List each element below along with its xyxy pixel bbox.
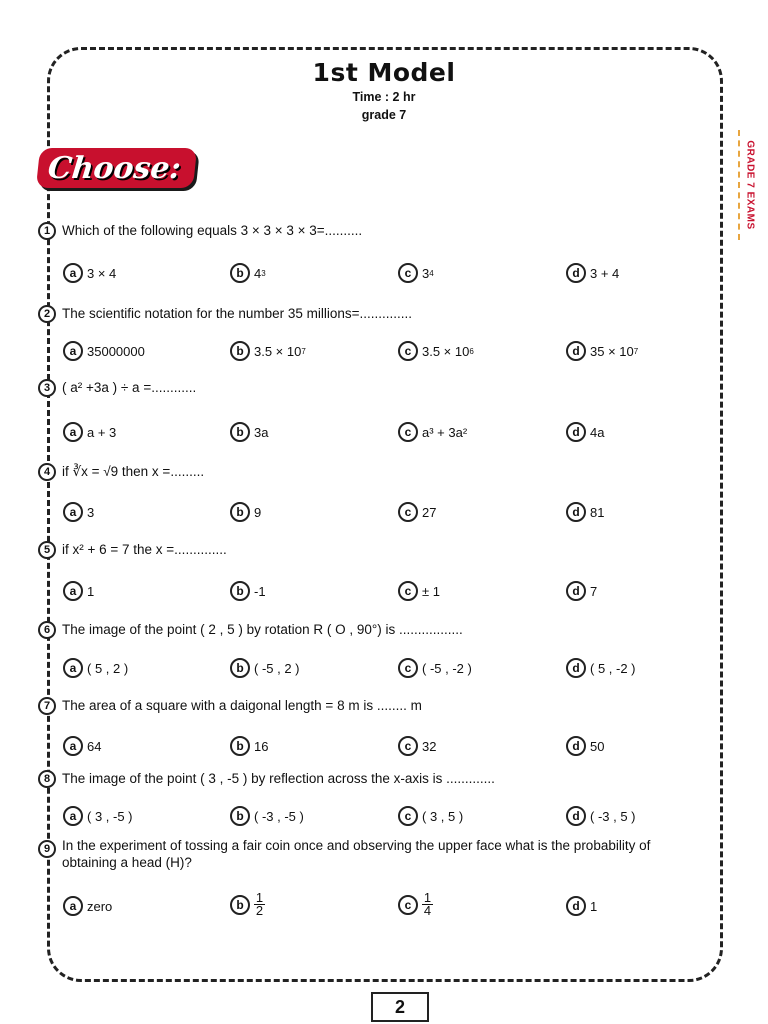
option-1c[interactable] <box>398 263 434 283</box>
option-letter: c <box>398 895 418 915</box>
option-7a[interactable] <box>63 736 101 756</box>
question-1 <box>38 222 362 240</box>
question-6 <box>38 621 463 639</box>
option-letter: b <box>230 341 250 361</box>
option-letter: a <box>63 581 83 601</box>
option-letter: d <box>566 422 586 442</box>
question-text: In the experiment of tossing a fair coin once and observing the upper face what is the probability of obtaining a head (H)? <box>62 838 651 870</box>
option-3c[interactable] <box>398 422 467 442</box>
question-number: 6 <box>38 621 56 639</box>
option-text: 3a <box>254 424 269 440</box>
question-text: ( a² +3a ) ÷ a =............ <box>62 380 197 395</box>
option-9c[interactable] <box>398 892 433 917</box>
option-letter: c <box>398 502 418 522</box>
option-2b[interactable] <box>230 341 306 361</box>
choose-banner <box>36 148 197 188</box>
option-letter: a <box>63 422 83 442</box>
option-exponent: 7 <box>633 346 639 356</box>
option-text: a + 3 <box>87 424 117 440</box>
option-letter: a <box>63 263 83 283</box>
option-letter: d <box>566 658 586 678</box>
option-text: a³ + 3a² <box>422 424 468 440</box>
option-1a[interactable] <box>63 263 116 283</box>
option-text: 7 <box>590 583 598 599</box>
question-number: 3 <box>38 379 56 397</box>
question-2 <box>38 305 412 323</box>
question-number: 8 <box>38 770 56 788</box>
option-letter: b <box>230 422 250 442</box>
option-4a[interactable] <box>63 502 94 522</box>
option-letter: a <box>63 736 83 756</box>
option-2a[interactable] <box>63 341 145 361</box>
fraction-denominator: 4 <box>423 903 432 918</box>
option-text: 27 <box>422 504 437 520</box>
fraction-numerator: 1 <box>423 890 432 905</box>
option-exponent: 7 <box>301 346 306 356</box>
option-text: 16 <box>254 738 269 754</box>
question-number: 7 <box>38 697 56 715</box>
option-fraction <box>254 892 265 917</box>
option-text: zero <box>87 898 113 914</box>
question-number: 2 <box>38 305 56 323</box>
option-8b[interactable] <box>230 806 304 826</box>
option-letter: d <box>566 736 586 756</box>
option-text: 1 <box>87 583 95 599</box>
choose-label: Choose: <box>46 150 183 186</box>
option-7d[interactable] <box>566 736 604 756</box>
option-5a[interactable] <box>63 581 94 601</box>
option-letter: b <box>230 581 250 601</box>
option-text: 4a <box>590 424 605 440</box>
option-text: 4 <box>254 265 262 281</box>
time-label: Time : 2 hr <box>352 90 416 104</box>
option-exponent: 4 <box>429 268 434 278</box>
option-text: ( 3 , -5 ) <box>87 808 133 824</box>
option-text: ( -3 , 5 ) <box>590 808 636 824</box>
option-text: 3 × 4 <box>87 265 117 281</box>
option-text: 3 <box>422 265 430 281</box>
question-7 <box>38 697 422 715</box>
option-3d[interactable] <box>566 422 604 442</box>
option-letter: b <box>230 895 250 915</box>
option-letter: d <box>566 263 586 283</box>
question-text: if ∛x = √9 then x =......... <box>62 464 205 479</box>
option-8c[interactable] <box>398 806 463 826</box>
option-text: ± 1 <box>422 583 440 599</box>
option-5b[interactable] <box>230 581 266 601</box>
option-9b[interactable] <box>230 892 265 917</box>
question-text: The image of the point ( 2 , 5 ) by rotation R ( O , 90°) is ................. <box>62 622 463 637</box>
option-letter: b <box>230 263 250 283</box>
page-title: 1st Model <box>312 58 456 87</box>
option-fraction <box>422 892 433 917</box>
option-6c[interactable] <box>398 658 472 678</box>
option-letter: b <box>230 658 250 678</box>
option-letter: a <box>63 341 83 361</box>
question-number: 9 <box>38 840 56 858</box>
option-5d[interactable] <box>566 581 597 601</box>
option-letter: d <box>566 341 586 361</box>
option-text: ( 3 , 5 ) <box>422 808 464 824</box>
option-text: 81 <box>590 504 605 520</box>
option-4b[interactable] <box>230 502 261 522</box>
option-text: ( -5 , 2 ) <box>254 660 300 676</box>
option-letter: d <box>566 806 586 826</box>
question-text: if x² + 6 = 7 the x =.............. <box>62 542 227 557</box>
option-6a[interactable] <box>63 658 128 678</box>
option-text: 9 <box>254 504 262 520</box>
option-text: ( -3 , -5 ) <box>254 808 304 824</box>
option-9d[interactable] <box>566 896 597 916</box>
option-letter: a <box>63 806 83 826</box>
option-3a[interactable] <box>63 422 116 442</box>
question-5 <box>38 541 227 559</box>
option-letter: a <box>63 658 83 678</box>
option-9a[interactable] <box>63 896 112 916</box>
question-text: The area of a square with a daigonal length = 8 m is ........ m <box>62 698 422 713</box>
option-text: -1 <box>254 583 266 599</box>
question-text: The scientific notation for the number 35 millions=.............. <box>62 306 413 321</box>
option-text: 3.5 × 10 <box>254 343 302 359</box>
option-8d[interactable] <box>566 806 636 826</box>
option-letter: b <box>230 806 250 826</box>
question-9 <box>38 837 698 871</box>
option-text: 35000000 <box>87 343 145 359</box>
option-letter: c <box>398 736 418 756</box>
question-text: Which of the following equals 3 × 3 × 3 × 3=.......... <box>62 223 363 238</box>
question-number: 4 <box>38 463 56 481</box>
option-text: 35 × 10 <box>590 343 634 359</box>
option-6d[interactable] <box>566 658 636 678</box>
option-1b[interactable] <box>230 263 266 283</box>
option-1d[interactable] <box>566 263 619 283</box>
option-letter: a <box>63 896 83 916</box>
option-6b[interactable] <box>230 658 300 678</box>
option-letter: d <box>566 896 586 916</box>
option-text: 50 <box>590 738 605 754</box>
side-tab <box>738 130 760 240</box>
option-2d[interactable] <box>566 341 638 361</box>
side-tab-label: GRADE 7 EXAMS <box>744 140 756 230</box>
option-exponent: 3 <box>261 268 266 278</box>
option-8a[interactable] <box>63 806 133 826</box>
option-text: 3.5 × 10 <box>422 343 470 359</box>
option-7b[interactable] <box>230 736 268 756</box>
option-letter: b <box>230 736 250 756</box>
option-text: 1 <box>590 898 598 914</box>
option-letter: a <box>63 502 83 522</box>
option-letter: c <box>398 581 418 601</box>
option-2c[interactable] <box>398 341 474 361</box>
question-number: 1 <box>38 222 56 240</box>
option-text: ( 5 , 2 ) <box>87 660 129 676</box>
question-text: The image of the point ( 3 , -5 ) by reflection across the x-axis is ............. <box>62 771 495 786</box>
question-4 <box>38 463 204 481</box>
option-letter: c <box>398 806 418 826</box>
option-letter: d <box>566 502 586 522</box>
option-5c[interactable] <box>398 581 440 601</box>
option-text: ( 5 , -2 ) <box>590 660 636 676</box>
fraction-denominator: 2 <box>255 903 264 918</box>
option-7c[interactable] <box>398 736 436 756</box>
option-letter: c <box>398 263 418 283</box>
option-4d[interactable] <box>566 502 604 522</box>
option-3b[interactable] <box>230 422 268 442</box>
question-3 <box>38 379 196 397</box>
option-text: 64 <box>87 738 102 754</box>
option-letter: c <box>398 422 418 442</box>
option-text: ( -5 , -2 ) <box>422 660 472 676</box>
option-text: 3 + 4 <box>590 265 620 281</box>
option-text: 3 <box>87 504 95 520</box>
option-letter: d <box>566 581 586 601</box>
question-8 <box>38 770 495 788</box>
option-4c[interactable] <box>398 502 436 522</box>
option-letter: c <box>398 658 418 678</box>
option-letter: c <box>398 341 418 361</box>
option-letter: b <box>230 502 250 522</box>
option-exponent: 6 <box>469 346 474 356</box>
option-text: 32 <box>422 738 437 754</box>
page-number: 2 <box>371 992 429 1022</box>
fraction-numerator: 1 <box>255 890 264 905</box>
grade-label: grade 7 <box>361 108 407 122</box>
question-number: 5 <box>38 541 56 559</box>
